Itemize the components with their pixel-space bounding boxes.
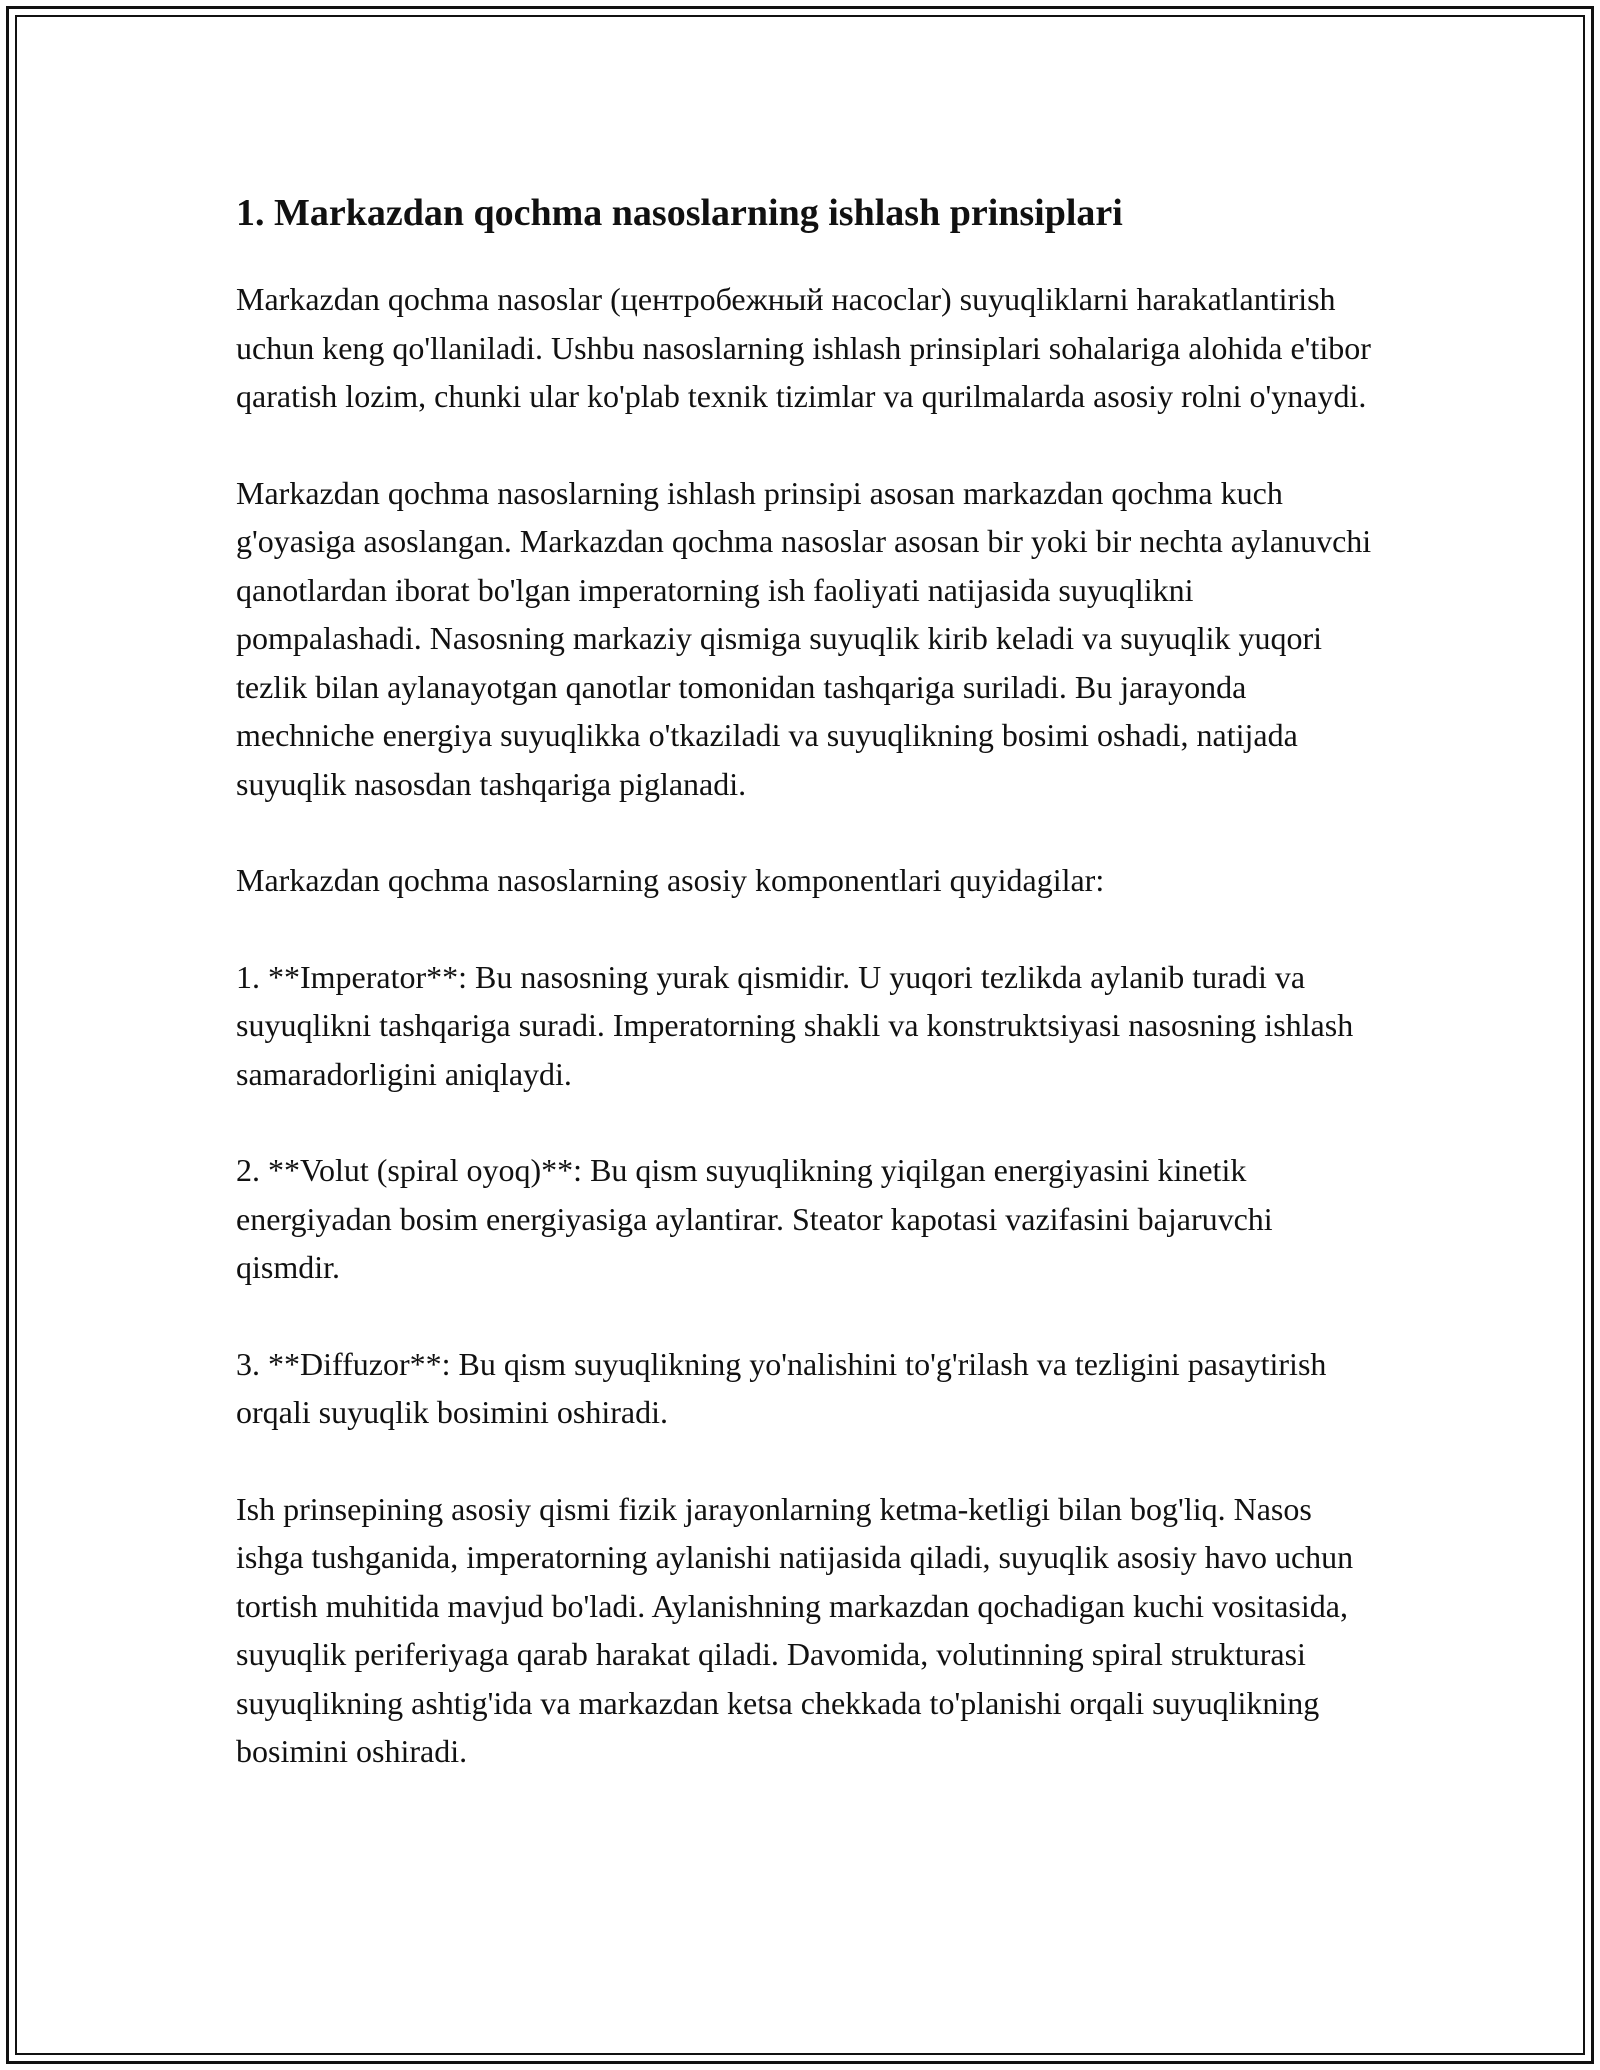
list-item-diffuzor: 3. **Diffuzor**: Bu qism suyuqlikning yo'nalishini to'g'rilash va tezligini pasaytirish orqali suyuqlik bosimini oshiradi.	[236, 1345, 1327, 1430]
list-item-imperator: 1. **Imperator**: Bu nasosning yurak qismidir. U yuqori tezlikda aylanib turadi va suyuqlikni tashqariga suradi. Imperatorning shakli va konstruktsiyasi nasosning ishlash samaradorligini aniqlaydi.	[236, 958, 1354, 1092]
document-body	[236, 185, 1376, 1824]
paragraph-intro: Markazdan qochma nasoslar (центробежный насоclar) suyuqliklarni harakatlantirish uchun keng qo'llaniladi. Ushbu nasoslarning ishlash prinsiplari sohalariga alohida e'tibor qaratish lozim, chunki ular ko'plab texnik tizimlar va qurilmalarda asosiy rolni o'ynaydi.	[236, 281, 1371, 414]
section-heading: 1. Markazdan qochma nasoslarning ishlash prinsiplari	[236, 192, 1123, 234]
paragraph-components-intro: Markazdan qochma nasoslarning asosiy komponentlari quyidagilar:	[236, 862, 1105, 898]
paragraph-process: Ish prinsepining asosiy qismi fizik jarayonlarning ketma-ketligi bilan bog'liq. Nasos ishga tushganida, imperatorning aylanishi natijasida qiladi, suyuqlik asosiy havo uchun tortish muhitida mavjud bo'ladi. Aylanishning markazdan qochadigan kuchi vositasida, suyuqlik periferiyaga qarab harakat qiladi. Davomida, volutinning spiral strukturasi suyuqlikning ashtig'ida va markazdan ketsa chekkada to'planishi orqali suyuqlikning bosimini oshiradi.	[236, 1490, 1354, 1769]
list-item-volut: 2. **Volut (spiral oyoq)**: Bu qism suyuqlikning yiqilgan energiyasini kinetik energiyadan bosim energiyasiga aylantirar. Steator kapotasi vazifasini bajaruvchi qismdir.	[236, 1152, 1273, 1285]
paragraph-principle: Markazdan qochma nasoslarning ishlash prinsipi asosan markazdan qochma kuch g'oyasiga asoslangan. Markazdan qochma nasoslar asosan bir yoki bir nechta aylanuvchi qanotlardan iborat bo'lgan imperatorning ish faoliyati natijasida suyuqlikni pompalashadi. Nasosning markaziy qismiga suyuqlik kirib keladi va suyuqlik yuqori tezlik bilan aylanayotgan qanotlar tomonidan tashqariga suriladi. Bu jarayonda mechniche energiya suyuqlikka o'tkaziladi va suyuqlikning bosimi oshadi, natijada suyuqlik nasosdan tashqariga piglanadi.	[236, 474, 1372, 802]
